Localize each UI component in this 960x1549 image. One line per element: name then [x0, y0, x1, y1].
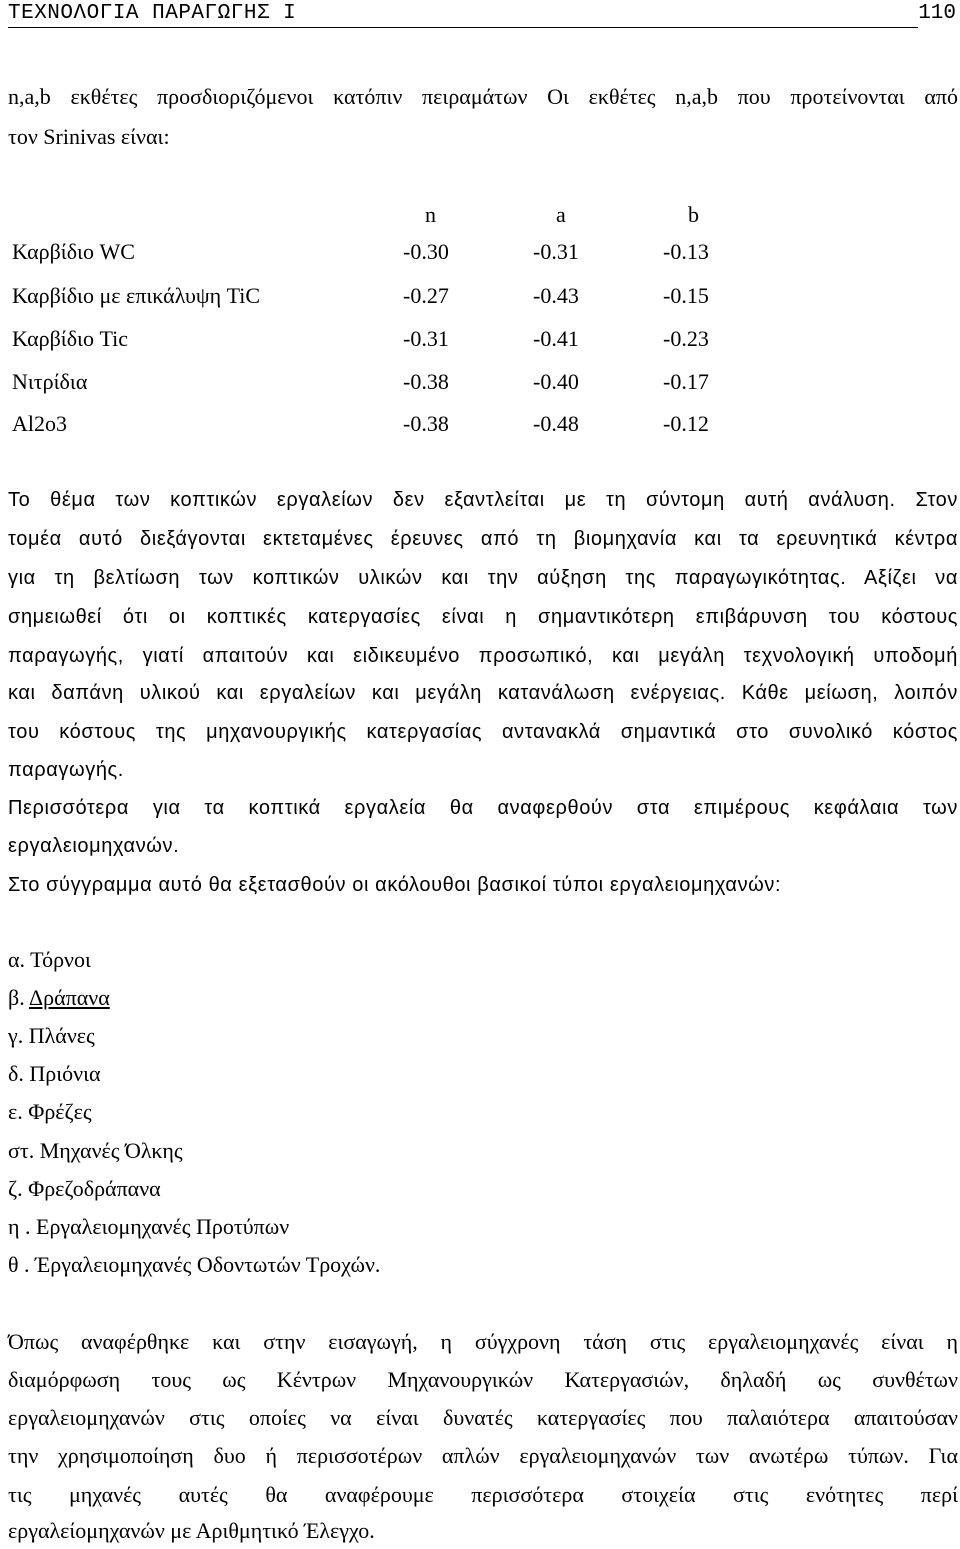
- paragraph-line: του κόστους της μηχανουργικής κατεργασίας αντανακλά σημαντικά στο συνολικό κόστος: [8, 721, 958, 743]
- table-row: [8, 411, 768, 441]
- paragraph-line: εργαλειομηχανών στις οποίες να είναι δυνατές κατεργασίες που παλαιότερα απαιτούσαν: [8, 1405, 958, 1430]
- paragraph-line: και δαπάνη υλικού και εργαλείων και μεγάλη κατανάλωση ενέργειας. Κάθε μείωση, λοιπόν: [8, 682, 958, 704]
- list-item: ζ. Φρεζοδράπανα: [8, 1176, 161, 1201]
- column-header-n: n: [425, 202, 436, 227]
- table-row: [8, 369, 768, 399]
- paragraph-line: παραγωγής.: [8, 759, 124, 781]
- running-title: ΤΕΧΝΟΛΟΓΙΑ ΠΑΡΑΓΩΓΗΣ Ι: [8, 2, 297, 25]
- table-row: [8, 239, 768, 269]
- value-a: -0.31: [533, 239, 579, 264]
- value-b: -0.12: [663, 411, 709, 436]
- table-row: [8, 326, 768, 356]
- intro-line-2: τον Srinivas είναι:: [8, 124, 170, 149]
- paragraph-line: τις μηχανές αυτές θα αναφέρουμε περισσότερα στοιχεία στις ενότητες περί: [8, 1482, 958, 1507]
- table-header-row: [8, 202, 768, 232]
- value-n: -0.38: [403, 369, 449, 394]
- value-n: -0.31: [403, 326, 449, 351]
- list-item: ε. Φρέζες: [8, 1099, 92, 1124]
- paragraph-line: εργαλειομηχανών.: [8, 835, 180, 857]
- list-item: θ . Έργαλειομηχανές Οδοντωτών Τροχών.: [8, 1252, 381, 1277]
- intro-line-1: n,a,b εκθέτες προσδιοριζόμενοι κατόπιν πειραμάτων Οι εκθέτες n,a,b που προτείνονται από: [8, 84, 958, 109]
- column-header-b: b: [688, 202, 699, 227]
- paragraph-line: εργαλείομηχανών με Αριθμητικό Έλεγχο.: [8, 1518, 375, 1543]
- value-n: -0.30: [403, 239, 449, 264]
- list-item: η . Εργαλειομηχανές Προτύπων: [8, 1214, 290, 1239]
- page-number: 110: [918, 2, 956, 25]
- value-a: -0.40: [533, 369, 579, 394]
- value-a: -0.43: [533, 283, 579, 308]
- material-name: Νιτρίδια: [12, 369, 88, 394]
- paragraph-machine-types-intro: Στο σύγγραμμα αυτό θα εξετασθούν οι ακόλουθοι βασικοί τύποι εργαλειομηχανών:: [8, 874, 782, 896]
- paragraph-line: τομέα αυτό διεξάγονται εκτεταμένες έρευνες από τη βιομηχανία και τα ερευνητικά κέντρα: [8, 528, 958, 550]
- paragraph-line: διαμόρφωση τους ως Κέντρων Μηχανουργικών Κατεργασιών, δηλαδή ως συνθέτων: [8, 1367, 958, 1392]
- list-item: στ. Μηχανές Όλκης: [8, 1138, 183, 1163]
- material-name: Al2o3: [12, 411, 67, 436]
- value-a: -0.48: [533, 411, 579, 436]
- material-name: Καρβίδιο WC: [12, 239, 135, 264]
- value-n: -0.27: [403, 283, 449, 308]
- paragraph-line: σημειωθεί ότι οι κοπτικές κατεργασίες είναι η σημαντικότερη επιβάρυνση του κόστους: [8, 606, 958, 628]
- value-n: -0.38: [403, 411, 449, 436]
- material-name: Καρβίδιο Tic: [12, 326, 129, 351]
- material-name: Καρβίδιο με επικάλυψη TiC: [12, 283, 261, 308]
- value-a: -0.41: [533, 326, 579, 351]
- list-item: γ. Πλάνες: [8, 1023, 95, 1048]
- list-item: δ. Πριόνια: [8, 1061, 101, 1086]
- value-b: -0.17: [663, 369, 709, 394]
- value-b: -0.13: [663, 239, 709, 264]
- table-row: [8, 283, 768, 313]
- column-header-a: a: [556, 202, 566, 227]
- paragraph-line: Το θέμα των κοπτικών εργαλείων δεν εξαντλείται με τη σύντομη αυτή ανάλυση. Στον: [8, 489, 958, 511]
- page-header: [8, 0, 960, 32]
- paragraph-line: παραγωγής, γιατί απαιτούν και ειδικευμένο προσωπικό, και μεγάλη τεχνολογική υποδομή: [8, 645, 958, 667]
- list-item: α. Τόρνοι: [8, 947, 91, 972]
- paragraph-line: την χρησιμοποίηση δυο ή περισσοτέρων απλών εργαλειομηχανών των ανωτέρω τύπων. Για: [8, 1443, 958, 1468]
- paragraph-line: για τη βελτίωση των κοπτικών υλικών και την αύξηση της παραγωγικότητας. Αξίζει να: [8, 567, 958, 589]
- paragraph-line: Όπως αναφέρθηκε και στην εισαγωγή, η σύγχρονη τάση στις εργαλειομηχανές είναι η: [8, 1329, 958, 1354]
- value-b: -0.23: [663, 326, 709, 351]
- value-b: -0.15: [663, 283, 709, 308]
- paragraph-line: Περισσότερα για τα κοπτικά εργαλεία θα αναφερθούν στα επιμέρους κεφάλαια των: [8, 797, 958, 819]
- header-rule: [8, 27, 918, 28]
- list-item: β. Δράπανα: [8, 985, 110, 1010]
